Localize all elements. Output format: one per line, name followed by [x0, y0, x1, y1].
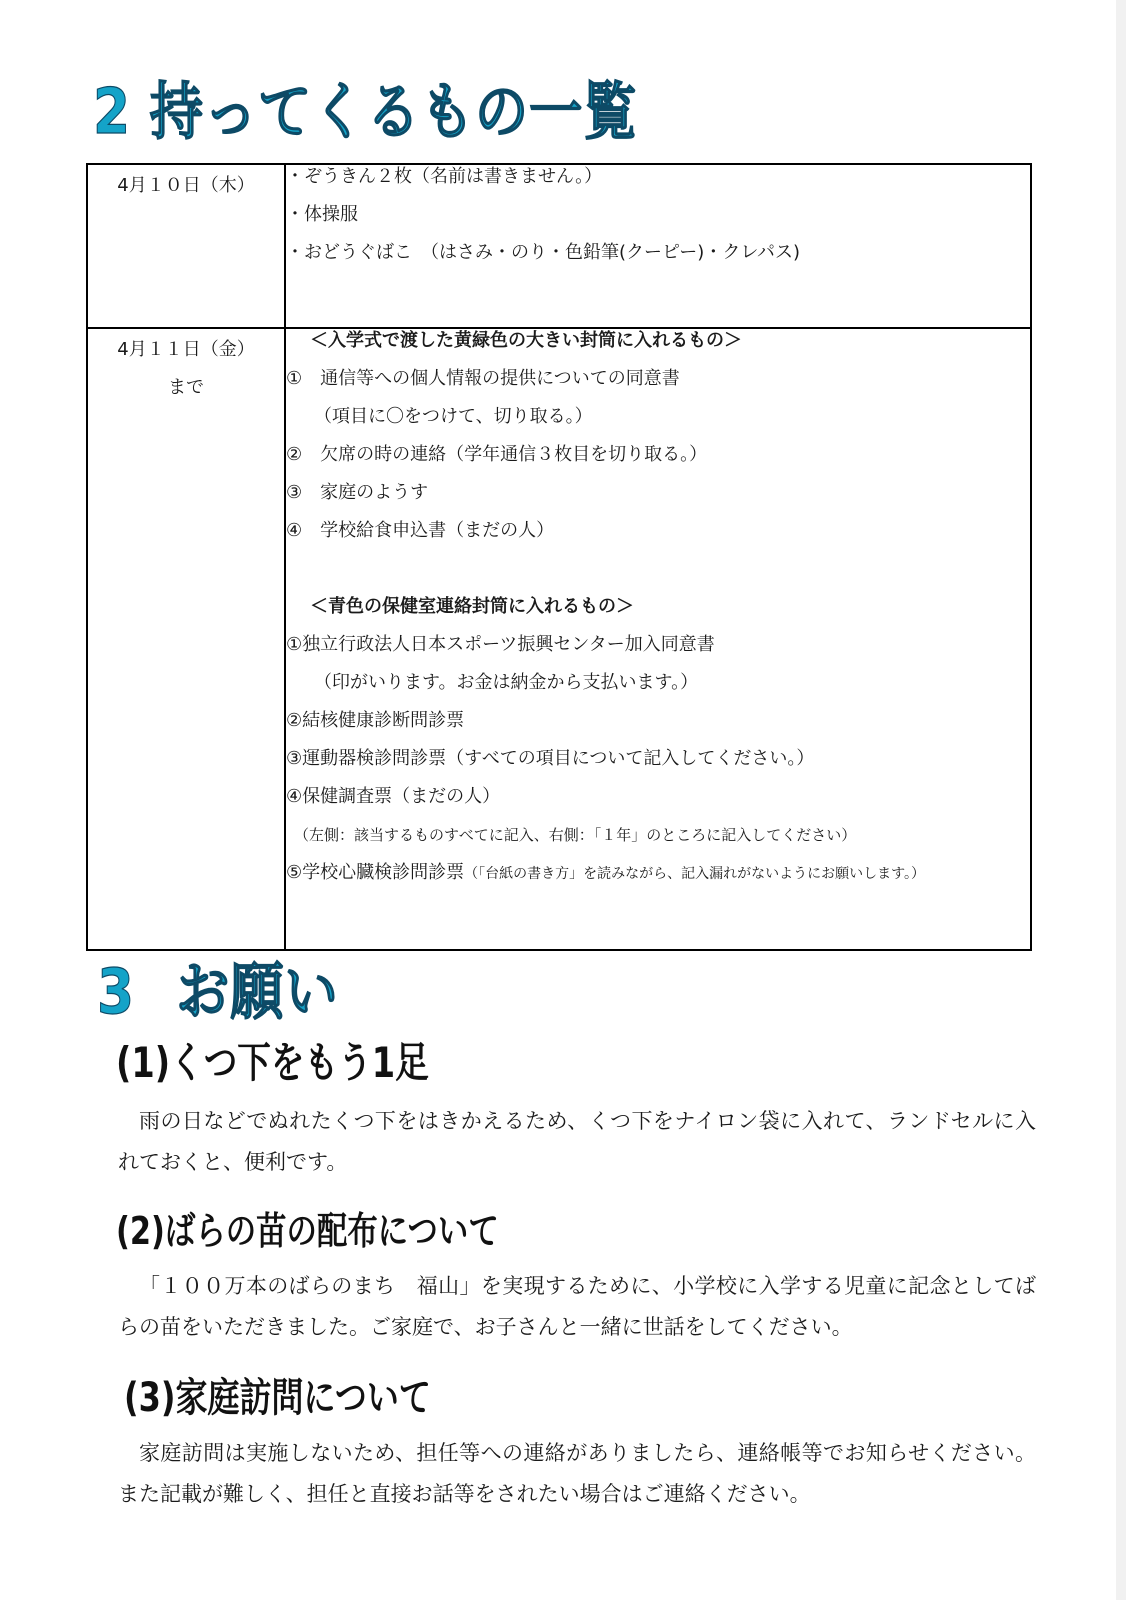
list-item [286, 861, 1030, 899]
table-row [87, 164, 1031, 328]
date-cell [87, 328, 285, 950]
subsection-3-body: 家庭訪問は実施しないため、担任等への連絡がありましたら、連絡帳等でお知らせください。また記載が難しく、担任と直接お話等をされたい場合はご連絡ください。 [118, 1441, 1036, 1506]
date-suffix: まで [168, 377, 204, 398]
date-label: 4月１０日（木） [117, 175, 255, 196]
list-item-note: （左側：該当するものすべてに記入、右側：「１年」のところに記入してください） [294, 826, 857, 844]
subsection-2-body: 「１００万本のばらのまち 福山」を実現するために、小学校に入学する児童に記念としてばらの苗をいただきました。ご家庭で、お子さんと一緒に世話をしてください。 [118, 1274, 1036, 1339]
section-3-title [97, 950, 339, 1034]
section-2-number: 2 [93, 75, 131, 148]
section-3-title-text: お願い [176, 955, 339, 1028]
date-label: 4月１１日（金） [117, 339, 255, 360]
list-item: ② 欠席の時の連絡（学年通信３枚目を切り取る。） [286, 444, 708, 465]
list-item: ③ 家庭のようす [286, 482, 429, 503]
list-item: ②結核健康診断問診票 [286, 710, 465, 731]
table-row [87, 328, 1031, 950]
list-item: ③運動器検診問診票（すべての項目について記入してください。） [286, 748, 815, 769]
list-item-note: （項目に〇をつけて、切り取る。） [314, 406, 593, 427]
list-item: ・おどうぐばこ （はさみ・のり・色鉛筆(クーピー)・クレパス) [286, 242, 801, 263]
list-item: ④保健調査票（まだの人） [286, 786, 501, 807]
envelope-heading: ＜入学式で渡した黄緑色の大きい封筒に入れるもの＞ [310, 330, 742, 351]
items-cell [285, 328, 1031, 950]
envelope-heading: ＜青色の保健室連絡封筒に入れるもの＞ [310, 596, 634, 617]
section-3-number: 3 [97, 955, 135, 1028]
items-table [86, 163, 1032, 951]
list-item: ④ 学校給食申込書（まだの人） [286, 520, 555, 541]
list-item: ・ぞうきん２枚（名前は書きません。） [286, 166, 603, 187]
date-cell [87, 164, 285, 328]
section-2-title-text: 持ってくるもの一覧 [149, 75, 638, 148]
list-item: ①独立行政法人日本スポーツ振興センター加入同意書 [286, 634, 715, 655]
spacer [286, 557, 1030, 595]
list-item: ① 通信等への個人情報の提供についての同意書 [286, 368, 680, 389]
list-item-note: （印がいります。お金は納金から支払います。） [314, 672, 699, 693]
section-2-title [93, 70, 637, 154]
items-cell [285, 164, 1031, 328]
subsection-2-heading: (2)ばらの苗の配布について [116, 1209, 499, 1253]
subsection-3-heading: (3)家庭訪問について [124, 1375, 431, 1421]
page-edge [1116, 0, 1126, 1600]
subsection-1-heading: (1)くつ下をもう1足 [116, 1038, 429, 1087]
list-item: ・体操服 [286, 204, 358, 225]
subsection-1-body: 雨の日などでぬれたくつ下をはきかえるため、くつ下をナイロン袋に入れて、ランドセルに入れておくと、便利です。 [118, 1109, 1036, 1174]
list-item-note: （「台紙の書き方」を読みながら、記入漏れがないようにお願いします。） [464, 866, 926, 882]
list-item-text: ⑤学校心臓検診問診票 [286, 862, 465, 883]
